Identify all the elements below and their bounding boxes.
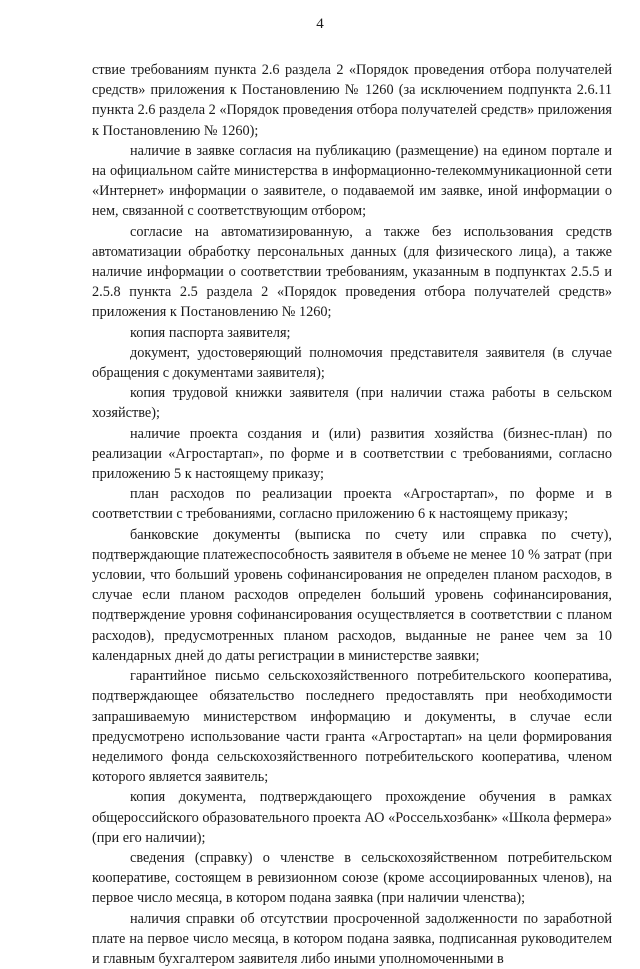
paragraph-employment-book: копия трудовой книжки заявителя (при наличии стажа работы в сельском хозяйстве); [92,385,612,422]
paragraph-consent-publication: наличие в заявке согласия на публикацию (размещение) на едином портале и на официальном сайте министерства в информационно-телекоммуникационной сети «Интернет» информации о заявителе, о подаваемой им заявке, иной информации о нем, связанной с соответствующим отбором; [92,142,612,220]
paragraph-consent-personal-data: согласие на автоматизированную, а также без использования средств автоматизации обработку персональных данных (для физического лица), а также наличие информации о соответствии требованиям, указанным в подпунктах 2.5.5 и 2.5.8 пункта 2.5 раздела 2 «Порядок проведения отбора получателей средств» приложения к Постановлению № 1260; [92,223,612,321]
paragraph-bank-documents: банковские документы (выписка по счету или справка по счету), подтверждающие платежеспособность заявителя в объеме не менее 10 % затрат (при условии, что больший уровень софинансирования не определен планом расходов, в случае если планом расходов определен больший уровень софинансирования, подтверждение уровня софинансирования осуществляется в соответствии с планом расходов), предусмотренных планом расходов, выданные не ранее чем за 10 календарных дней до даты регистрации в министерстве заявки; [92,526,612,664]
paragraph-passport-copy: копия паспорта заявителя; [130,324,291,341]
paragraph-salary-debt: наличия справки об отсутствии просроченной задолженности по заработной плате на первое число месяца, в котором подана заявка, подписанная руководителем и главным бухгалтером заявителя либо иными уполномоченными в [92,910,612,967]
paragraph-business-plan: наличие проекта создания и (или) развития хозяйства (бизнес-план) по реализации «Агростартап», по форме и в соответствии с требованиями, согласно приложению 5 к настоящему приказу; [92,425,612,483]
paragraph-continuation: ствие требованиям пункта 2.6 раздела 2 «Порядок проведения отбора получателей средств» приложения к Постановлению № 1260 (за исключением подпункта 2.6.11 пункта 2.6 раздела 2 «Порядок проведения отбора получателей средств» приложения к Постановлению № 1260); [92,62,612,139]
paragraph-guarantee-letter: гарантийное письмо сельскохозяйственного потребительского кооператива, подтверждающее обязательство последнего предоставлять при необходимости запрашиваемую министерством информацию и документы, в случае если предусмотрено использование части гранта «Агростартап» на цели формирования неделимого фонда сельскохозяйственного потребительского кооператива, членом которого является заявитель; [92,668,612,786]
paragraph-training-certificate: копия документа, подтверждающего прохождение обучения в рамках общероссийского образовательного проекта АО «Россельхозбанк» «Школа фермера» (при его наличии); [92,789,612,846]
paragraph-cooperative-membership: сведения (справку) о членстве в сельскохозяйственном потребительском кооперативе, состоящем в ревизионном союзе (кроме ассоциированных членов), на первое число месяца, в котором подана заявка (при наличии членства); [92,849,612,907]
paragraph-expense-plan: план расходов по реализации проекта «Агростартап», по форме и в соответствии с требованиями, согласно приложению 6 к настоящему приказу; [92,486,612,523]
paragraph-representative-document: документ, удостоверяющий полномочия представителя заявителя (в случае обращения с документами заявителя); [92,344,612,382]
page-number: 4 [316,16,324,32]
body-text [92,60,612,969]
